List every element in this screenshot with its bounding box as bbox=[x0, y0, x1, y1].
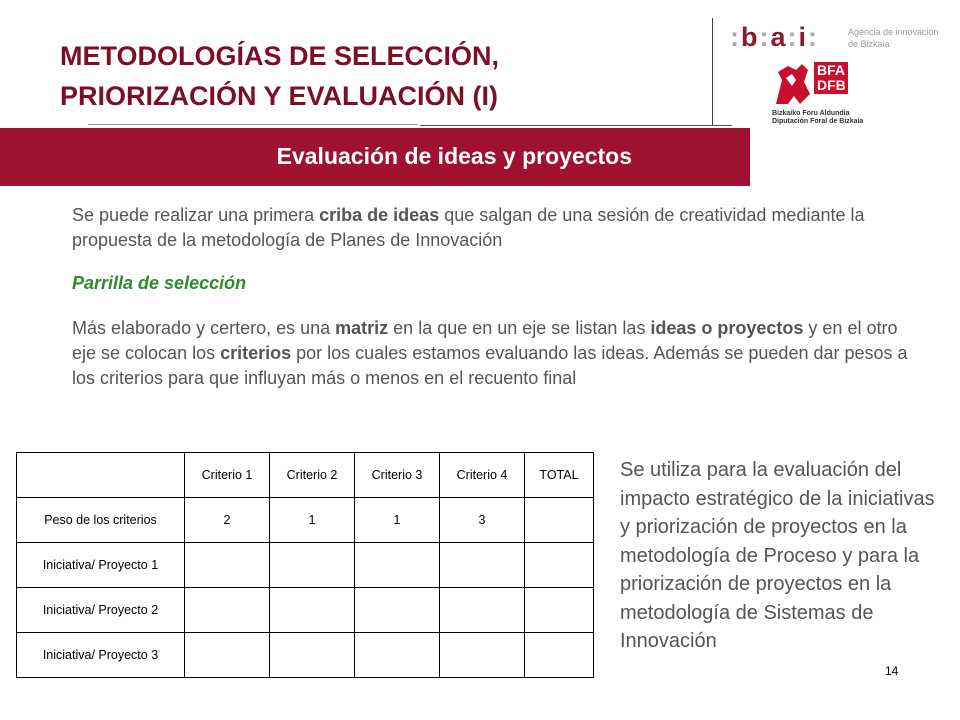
table-row bbox=[17, 543, 594, 588]
table-header-cell: Criterio 1 bbox=[185, 453, 270, 498]
table-header-cell bbox=[17, 453, 185, 498]
table-cell bbox=[355, 633, 440, 678]
table-cell bbox=[525, 633, 594, 678]
table-header-cell: Criterio 2 bbox=[270, 453, 355, 498]
table-cell bbox=[185, 633, 270, 678]
table-cell bbox=[270, 543, 355, 588]
table-cell: 1 bbox=[355, 498, 440, 543]
table-cell: Iniciativa/ Proyecto 1 bbox=[17, 543, 185, 588]
bai-logo-wordmark: :b:a:i: bbox=[730, 22, 820, 52]
table-cell bbox=[440, 633, 525, 678]
page-title-line1: METODOLOGÍAS DE SELECCIÓN, bbox=[60, 41, 500, 71]
bai-logo-caption: Agencia de innovación de Bizkaia bbox=[848, 27, 939, 49]
table-cell bbox=[440, 543, 525, 588]
table-cell: 2 bbox=[185, 498, 270, 543]
table-header-cell: Criterio 3 bbox=[355, 453, 440, 498]
table-cell bbox=[525, 498, 594, 543]
bfa-logo bbox=[772, 60, 882, 130]
page-title-line2: PRIORIZACIÓN Y EVALUACIÓN (I) bbox=[60, 81, 499, 111]
title-divider bbox=[88, 124, 418, 125]
bai-logo bbox=[730, 22, 939, 53]
side-note: Se utiliza para la evaluación del impacto estratégico de la iniciativas y priorización de proyectos en la metodología de Proceso y para la priorización de proyectos en la metodología de Sistemas de Innovación bbox=[620, 459, 935, 652]
table-cell bbox=[355, 543, 440, 588]
bfa-emblem-icon bbox=[772, 60, 812, 108]
table-cell bbox=[525, 543, 594, 588]
intro-paragraph: Se puede realizar una primera criba de ideas que salgan de una sesión de creatividad mediante la propuesta de la metodología de Planes de Innovación bbox=[72, 205, 865, 250]
title-divider-right bbox=[420, 125, 732, 126]
table-cell bbox=[270, 633, 355, 678]
table-header-cell: Criterio 4 bbox=[440, 453, 525, 498]
subheading-parrilla: Parrilla de selección bbox=[72, 273, 247, 293]
table-cell bbox=[185, 588, 270, 633]
table-cell bbox=[355, 588, 440, 633]
matrix-description-paragraph: Más elaborado y certero, es una matriz en la que en un eje se listan las ideas o proyectos y en el otro eje se colocan los criterios por los cuales estamos evaluando las ideas. Además se pueden dar pesos a los criterios para que influyan más o menos en el recuento final bbox=[72, 318, 908, 388]
bfa-logo-caption: Bizkaiko Foru Aldundia Diputación Foral de Bizkaia bbox=[772, 110, 864, 125]
table-cell bbox=[525, 588, 594, 633]
section-banner bbox=[0, 128, 750, 186]
table-cell bbox=[185, 543, 270, 588]
page-title bbox=[60, 36, 680, 116]
table-row bbox=[17, 498, 594, 543]
section-banner-title: Evaluación de ideas y proyectos bbox=[276, 143, 632, 169]
table-cell bbox=[440, 588, 525, 633]
table-header-cell: TOTAL bbox=[525, 453, 594, 498]
table-cell: Peso de los criterios bbox=[17, 498, 185, 543]
header-vertical-divider bbox=[712, 18, 713, 126]
selection-matrix-table bbox=[16, 452, 594, 678]
table-cell: 3 bbox=[440, 498, 525, 543]
page-number: 14 bbox=[885, 664, 899, 678]
bfa-logo-text: BFA DFB bbox=[814, 62, 848, 94]
table-header-row bbox=[17, 453, 594, 498]
table-row bbox=[17, 588, 594, 633]
table-cell: 1 bbox=[270, 498, 355, 543]
table-cell bbox=[270, 588, 355, 633]
table-cell: Iniciativa/ Proyecto 3 bbox=[17, 633, 185, 678]
table-cell: Iniciativa/ Proyecto 2 bbox=[17, 588, 185, 633]
table-row bbox=[17, 633, 594, 678]
